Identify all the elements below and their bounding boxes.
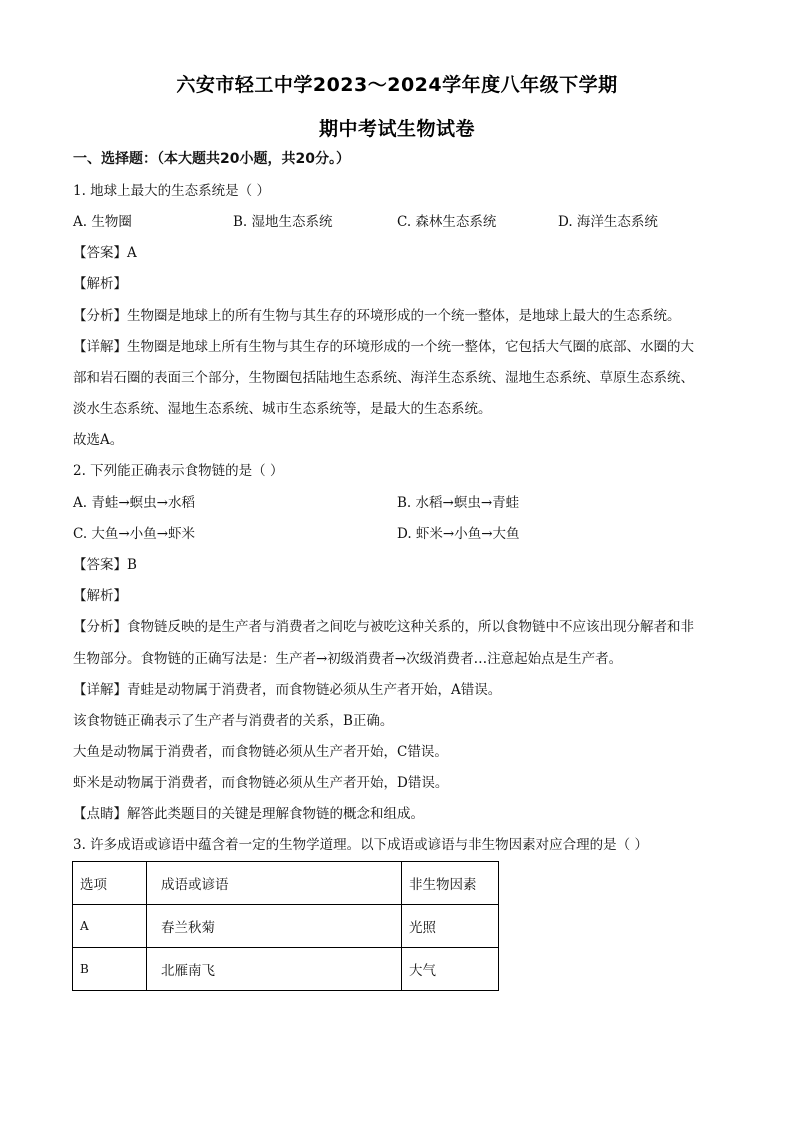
q1-fenxi: 【分析】生物圈是地球上的所有生物与其生存的环境形成的一个统一整体，是地球上最大的生态系统。 [73,308,681,324]
q2-xiangjie-line4: 虾米是动物属于消费者，而食物链必须从生产者开始，D错误。 [73,775,449,791]
q2-option-b: B. 水稻→螟虫→青蛙 [397,495,520,511]
q1-option-b: B. 湿地生态系统 [233,214,333,230]
q2-xiangjie-line1: 【详解】青蛙是动物属于消费者，而食物链必须从生产者开始，A错误。 [73,682,502,698]
q2-fenxi-line2: 生物部分。食物链的正确写法是：生产者→初级消费者→次级消费者…注意起始点是生产者。 [73,651,623,667]
table-cell: 北雁南飞 [147,948,402,991]
q2-dianjing: 【点睛】解答此类题目的关键是理解食物链的概念和组成。 [73,806,424,822]
table-header-cell: 选项 [73,862,147,905]
q1-option-d: D. 海洋生态系统 [558,214,658,230]
page-title-line2: 期中考试生物试卷 [318,118,475,140]
question-3-stem: 3. 许多成语或谚语中蕴含着一定的生物学道理。以下成语或谚语与非生物因素对应合理的是（ ） [73,837,648,853]
section-heading: 一、选择题：（本大题共20小题，共20分。） [73,151,350,167]
q1-answer: 【答案】A [73,245,137,261]
q1-option-c: C. 森林生态系统 [397,214,497,230]
q1-option-a: A. 生物圈 [73,214,132,230]
q1-xiangjie-line1: 【详解】生物圈是地球上所有生物与其生存的环境形成的一个统一整体，它包括大气圈的底部、水圈的大 [73,339,694,355]
table-cell: B [73,948,147,991]
table-header-cell: 成语或谚语 [147,862,402,905]
table-cell: 春兰秋菊 [147,905,402,948]
q2-jiexi-label: 【解析】 [73,588,127,604]
q3-table [72,861,499,991]
table-row [73,905,499,948]
table-cell: 大气 [402,948,499,991]
q2-option-c: C. 大鱼→小鱼→虾米 [73,526,196,542]
q2-answer: 【答案】B [73,557,137,573]
q2-option-a: A. 青蛙→螟虫→水稻 [73,495,195,511]
table-header-cell: 非生物因素 [402,862,499,905]
q2-xiangjie-line3: 大鱼是动物属于消费者，而食物链必须从生产者开始，C错误。 [73,744,448,760]
q2-option-d: D. 虾米→小鱼→大鱼 [397,526,520,542]
table-row [73,948,499,991]
q2-xiangjie-line2: 该食物链正确表示了生产者与消费者的关系，B正确。 [73,713,394,729]
table-cell: 光照 [402,905,499,948]
table-cell: A [73,905,147,948]
page-title-line1: 六安市轻工中学2023～2024学年度八年级下学期 [176,74,618,96]
q1-jiexi-label: 【解析】 [73,276,127,292]
q2-fenxi-line1: 【分析】食物链反映的是生产者与消费者之间吃与被吃这种关系的，所以食物链中不应该出现分解者和非 [73,619,694,635]
q1-xiangjie-line2: 部和岩石圈的表面三个部分，生物圈包括陆地生态系统、海洋生态系统、湿地生态系统、草原生态系统、 [73,370,694,386]
table-header-row [73,862,499,905]
q1-xiangjie-line3: 淡水生态系统、湿地生态系统、城市生态系统等，是最大的生态系统。 [73,401,492,417]
q1-conclusion: 故选A。 [73,432,124,448]
question-2-stem: 2. 下列能正确表示食物链的是（ ） [73,463,284,479]
question-1-stem: 1. 地球上最大的生态系统是（ ） [73,183,270,199]
